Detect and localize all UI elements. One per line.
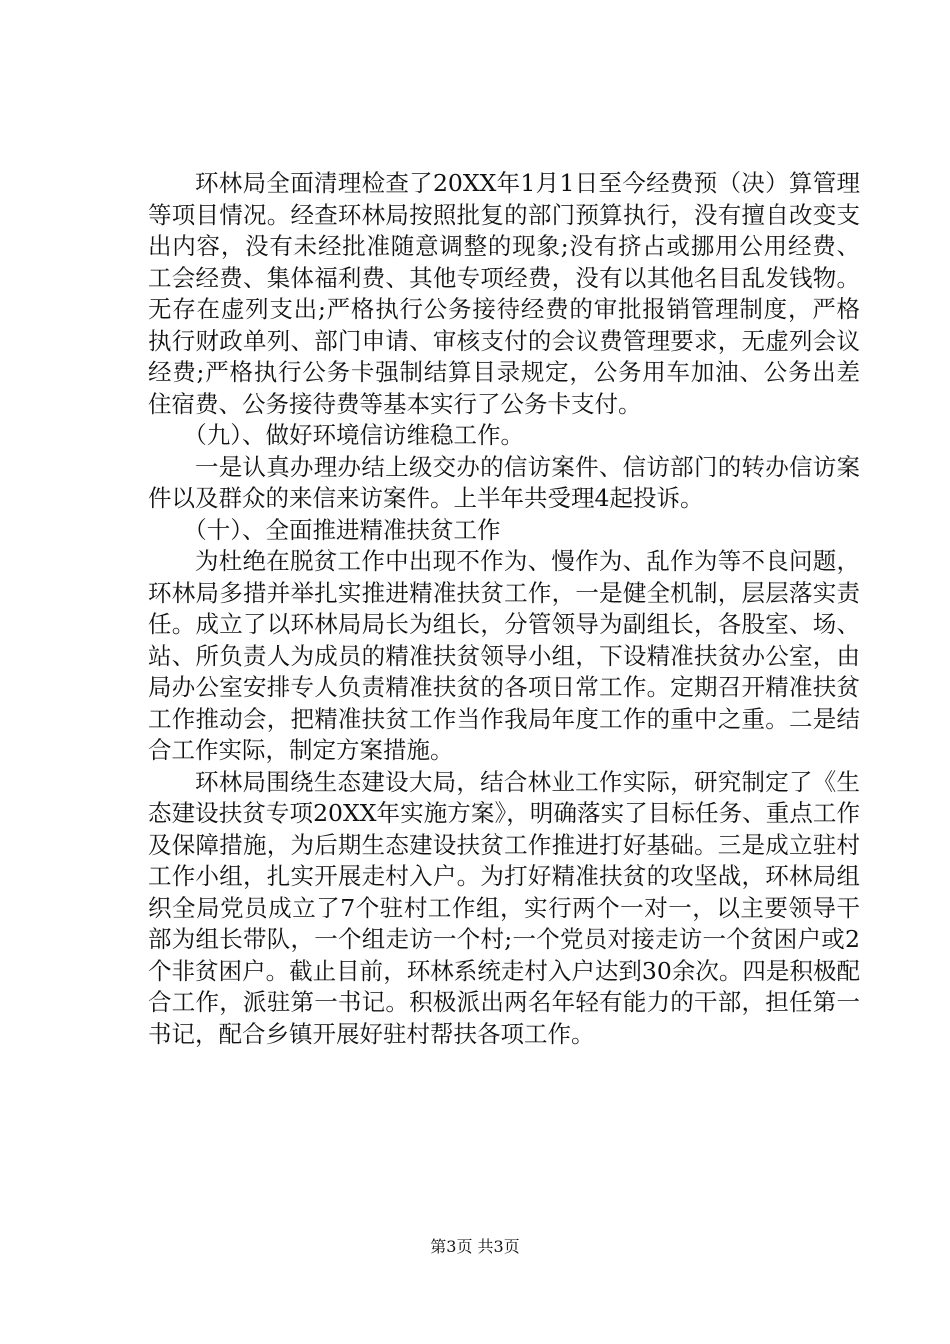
paragraph-ecological-plan: 环林局围绕生态建设大局，结合林业工作实际，研究制定了《生态建设扶贫专项20XX年实施方案》，明确落实了目标任务、重点工作及保障措施，为后期生态建设扶贫工作推进打好基础。三是成立驻村工作小组，扎实开展走村入户。为打好精准扶贫的攻坚战，环林局组织全局党员成立了7个驻村工作组，实行两个一对一，以主要领导干部为组长带队，一个组走访一个村;一个党员对接走访一个贫困户或2个非贫困户。截止目前，环林系统走村入户达到30余次。四是积极配合工作，派驻第一书记。积极派出两名年轻有能力的干部，担任第一书记，配合乡镇开展好驻村帮扶各项工作。 [148,767,860,1048]
page-footer: 第3页 共3页 [430,1237,520,1256]
document-body [148,168,860,1050]
paragraph-audit: 环林局全面清理检查了20XX年1月1日至今经费预（决）算管理等项目情况。经查环林局按照批复的部门预算执行，没有擅自改变支出内容，没有未经批准随意调整的现象;没有挤占或挪用公用经费、工会经费、集体福利费、其他专项经费，没有以其他名目乱发钱物。无存在虚列支出;严格执行公务接待经费的审批报销管理制度，严格执行财政单列、部门申请、审核支付的会议费管理要求，无虚列会议经费;严格执行公务卡强制结算目录规定，公务用车加油、公务出差住宿费、公务接待费等基本实行了公务卡支付。 [148,169,860,418]
section-heading-9: （九）、做好环境信访维稳工作。 [183,421,524,449]
paragraph-petitions: 一是认真办理办结上级交办的信访案件、信访部门的转办信访案件以及群众的来信来访案件。上半年共受理4起投诉。 [148,452,860,512]
section-heading-10: （十）、全面推进精准扶贫工作 [183,515,501,544]
paragraph-poverty-alleviation: 为杜绝在脱贫工作中出现不作为、慢作为、乱作为等不良问题，环林局多措并举扎实推进精准扶贫工作，一是健全机制，层层落实责任。成立了以环林局局长为组长，分管领导为副组长，各股室、场、站、所负责人为成员的精准扶贫领导小组，下设精准扶贫办公室，由局办公室安排专人负责精准扶贫的各项日常工作。定期召开精准扶贫工作推动会，把精准扶贫工作当作我局年度工作的重中之重。二是结合工作实际，制定方案措施。 [148,547,860,764]
